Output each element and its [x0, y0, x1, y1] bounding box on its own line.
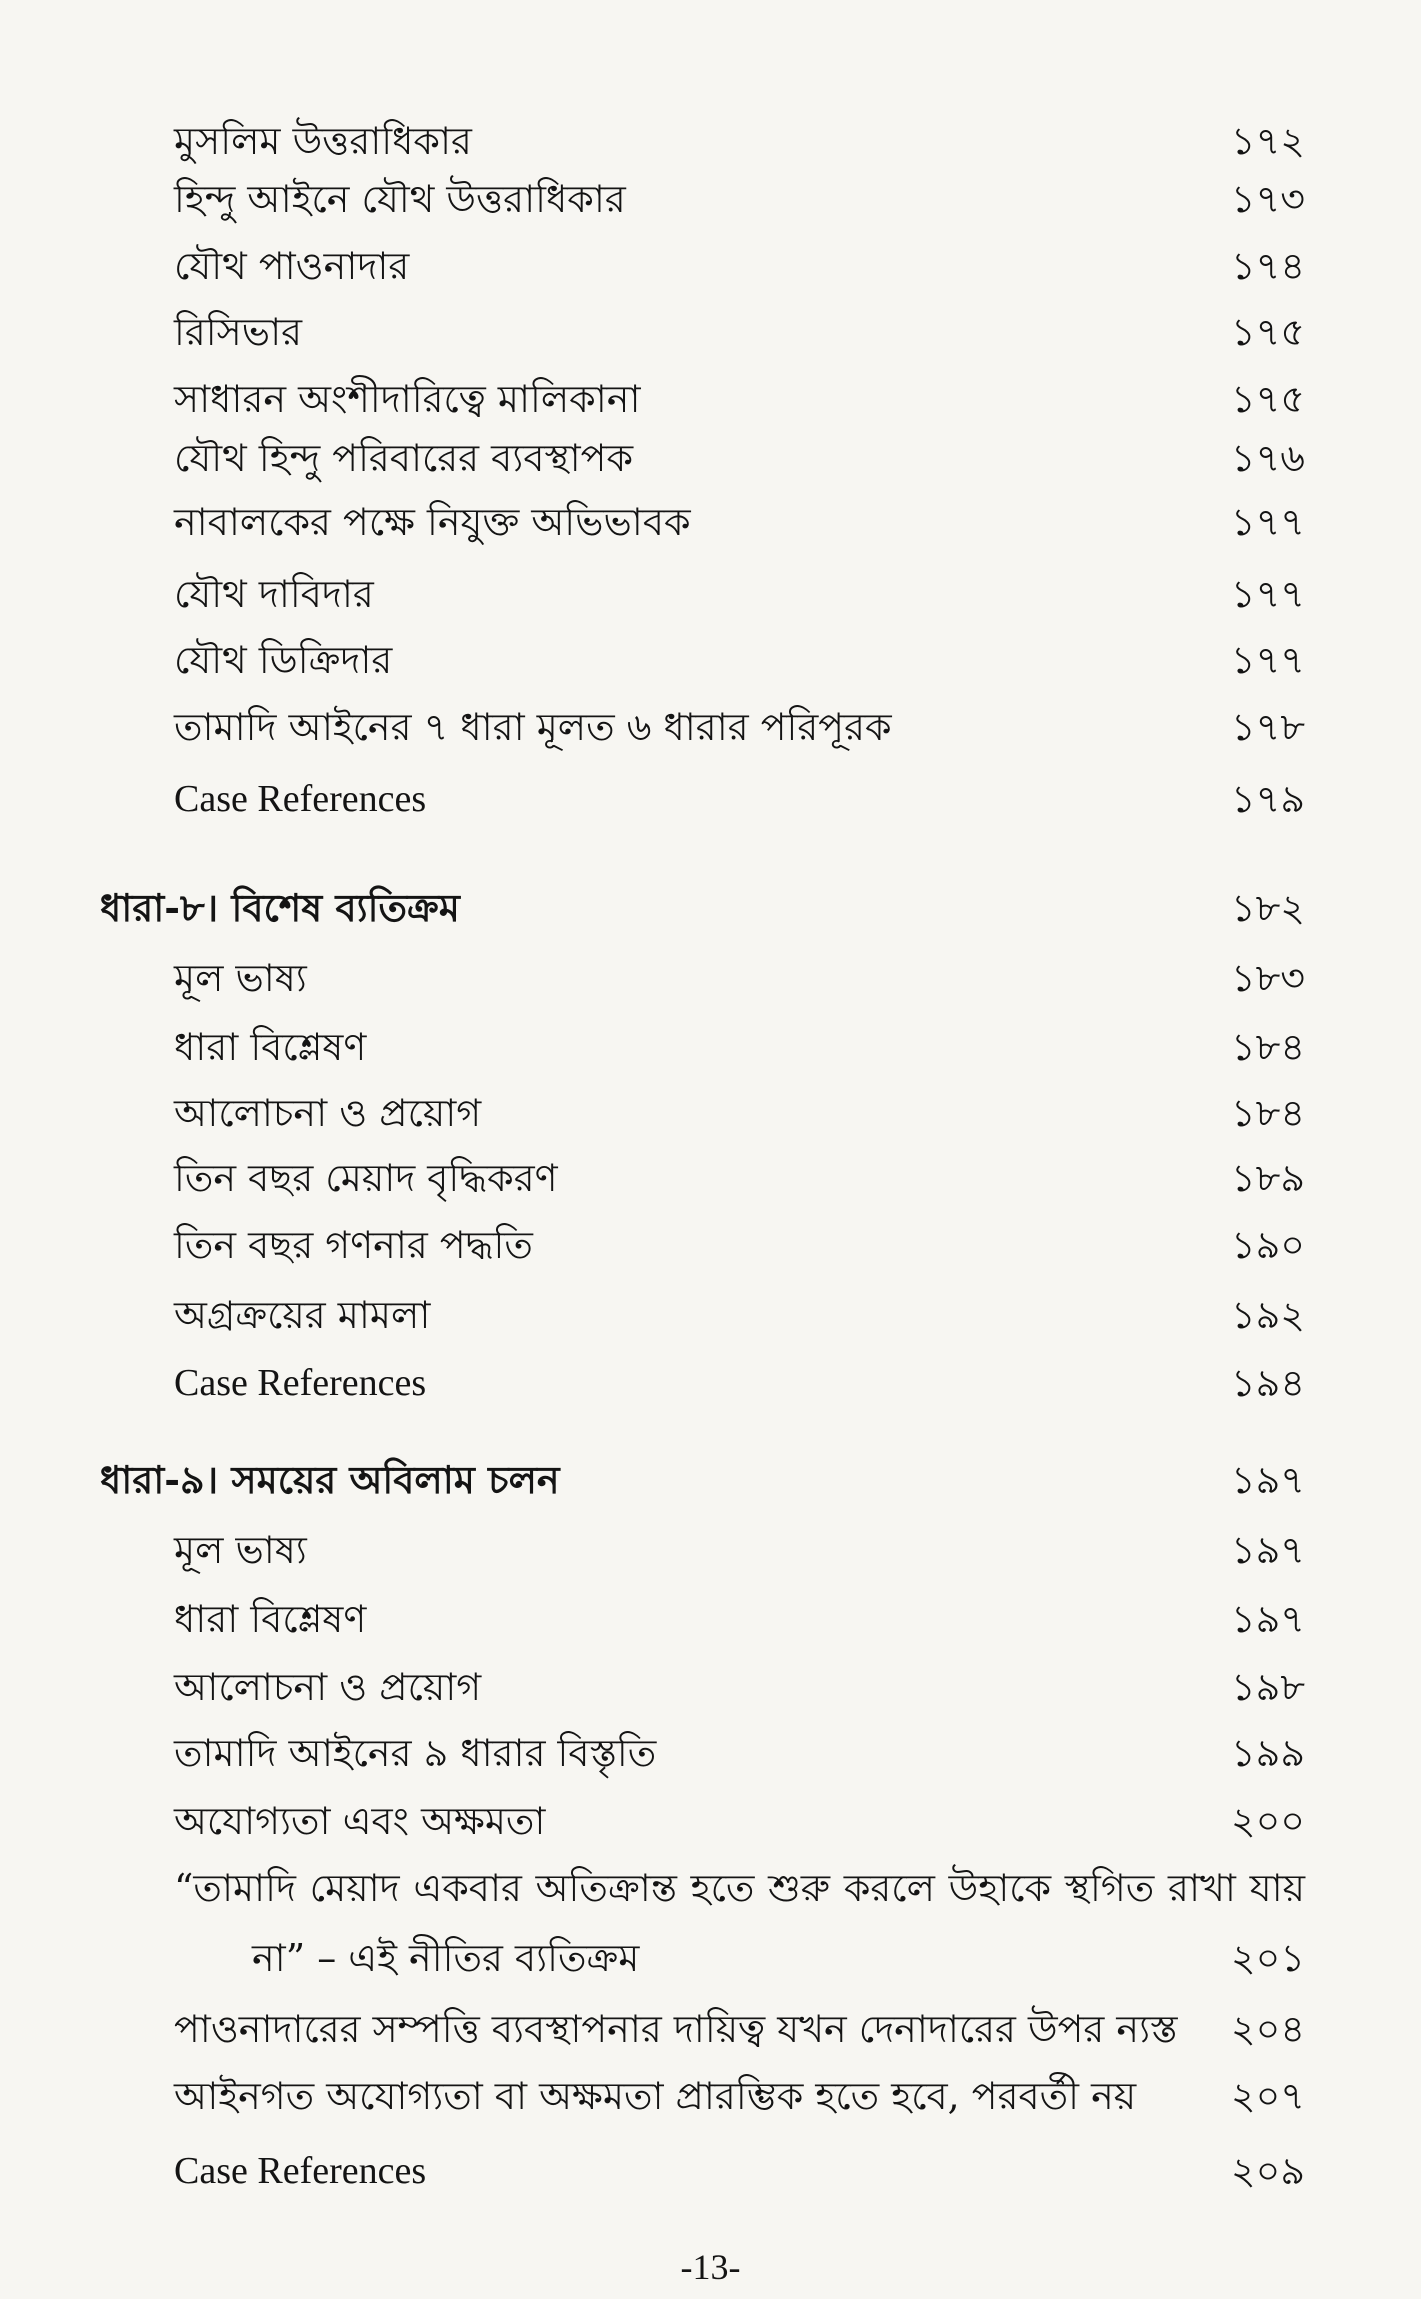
toc-entry-title: তিন বছর গণনার পদ্ধতি	[174, 1223, 533, 1267]
toc-entry-title: সাধারন অংশীদারিত্বে মালিকানা	[174, 377, 641, 421]
toc-entry-title: হিন্দু আইনে যৌথ উত্তরাধিকার	[174, 177, 626, 221]
toc-entry	[100, 563, 1305, 625]
toc-entry-title: মুসলিম উত্তরাধিকার	[174, 119, 472, 163]
toc-entry	[100, 1352, 1305, 1414]
toc-entry-page: ১৯৮	[1231, 1665, 1305, 1709]
toc-entry-title: তামাদি আইনের ৯ ধারার বিস্তৃতি	[174, 1731, 657, 1775]
toc-entry	[100, 235, 1305, 297]
toc-entry	[100, 1082, 1305, 1144]
toc-entry-page: ১৭৭	[1230, 500, 1305, 544]
toc-entry-page: ১৭৫	[1230, 310, 1305, 354]
toc-entry-title: তিন বছর মেয়াদ বৃদ্ধিকরণ	[174, 1156, 558, 1200]
toc-entry-page: ১৮২	[1230, 886, 1305, 930]
toc-entry	[100, 1519, 1305, 1581]
toc-entry	[100, 1214, 1305, 1276]
toc-entry-page: ১৮৪	[1231, 1025, 1305, 1069]
toc-section-heading	[100, 1449, 1305, 1511]
toc-entry-title: Case References	[174, 778, 427, 820]
toc-entry-title: অগ্রক্রয়ের মামলা	[174, 1293, 431, 1337]
toc-entry	[100, 1588, 1305, 1650]
toc-entry-title: ধারা বিশ্লেষণ	[174, 1025, 367, 1069]
toc-entry-continuation	[100, 1927, 1305, 1989]
toc-entry-page: ১৯৯	[1231, 1731, 1305, 1775]
toc-entry-page: ১৭৮	[1230, 705, 1305, 749]
toc-entry-page: ২০০	[1230, 1799, 1305, 1843]
toc-entry-title: না” – এই নীতির ব্যতিক্রম	[252, 1936, 640, 1980]
toc-entry-page: ২০১	[1230, 1936, 1305, 1980]
toc-entry-page: ১৮৯	[1231, 1156, 1305, 1200]
toc-entry-title: যৌথ ডিক্রিদার	[174, 638, 393, 682]
toc-entry-page: ১৭৩	[1230, 177, 1305, 221]
toc-entry-title: ধারা বিশ্লেষণ	[174, 1597, 367, 1641]
toc-entry-page: ১৭৪	[1230, 244, 1305, 288]
toc-entry	[100, 1998, 1305, 2060]
toc-section-heading	[100, 877, 1305, 939]
toc-entry	[100, 1016, 1305, 1078]
toc-entry-title: অযোগ্যতা এবং অক্ষমতা	[174, 1799, 546, 1843]
toc-entry-title: ধারা-৯। সময়ের অবিলাম চলন	[100, 1457, 560, 1502]
toc-entry-page: ১৮৪	[1231, 1091, 1305, 1135]
toc-entry-page: ১৯২	[1230, 1293, 1305, 1337]
toc-entry-page: ১৯৭	[1230, 1597, 1305, 1641]
toc-entry-title: “তামাদি মেয়াদ একবার অতিক্রান্ত হতে শুরু করলে উহাকে স্থগিত রাখা যায়	[174, 1866, 1305, 1910]
toc-entry-page: ১৯০	[1230, 1223, 1305, 1267]
toc-entry-page: ২০৯	[1230, 2149, 1305, 2193]
toc-entry-page: ১৯৭	[1230, 1458, 1305, 1502]
toc-entry	[100, 696, 1305, 758]
toc-entry-page: ১৭৭	[1230, 572, 1305, 616]
toc-entry	[100, 947, 1305, 1009]
toc-entry	[100, 2065, 1305, 2127]
toc-entry-title: রিসিভার	[174, 310, 302, 354]
toc-entry-title: মূল ভাষ্য	[174, 956, 307, 1000]
toc-entry-title: মূল ভাষ্য	[174, 1528, 307, 1572]
toc-entry-title: তামাদি আইনের ৭ ধারা মূলত ৬ ধারার পরিপূরক	[174, 705, 892, 749]
toc-entry-page: ১৭৯	[1230, 777, 1305, 821]
toc-entry-title: আলোচনা ও প্রয়োগ	[174, 1665, 482, 1709]
toc-entry	[100, 1284, 1305, 1346]
toc-entry-page: ১৭৭	[1230, 638, 1305, 682]
toc-entry-title: আইনগত অযোগ্যতা বা অক্ষমতা প্রারম্ভিক হতে হবে, পরবর্তী নয়	[174, 2074, 1137, 2118]
toc-entry	[100, 629, 1305, 691]
toc-entry-page: ১৭৬	[1230, 436, 1305, 480]
toc-entry-page: ১৭৫	[1230, 377, 1305, 421]
toc-entry	[100, 110, 1305, 172]
toc-entry-title: পাওনাদারের সম্পত্তি ব্যবস্থাপনার দায়িত্ব যখন দেনাদারের উপর ন্যস্ত	[174, 2007, 1178, 2051]
toc-entry	[100, 1857, 1305, 1919]
toc-entry	[100, 2140, 1305, 2202]
toc-entry	[100, 1790, 1305, 1852]
toc-entry-title: ধারা-৮। বিশেষ ব্যতিক্রম	[100, 885, 460, 930]
toc-entry-page: ১৯৪	[1231, 1361, 1305, 1405]
toc-entry	[100, 1722, 1305, 1784]
toc-entry-title: যৌথ হিন্দু পরিবারের ব্যবস্থাপক	[174, 436, 634, 480]
toc-entry	[100, 1656, 1305, 1718]
toc-entry-title: যৌথ দাবিদার	[174, 572, 374, 616]
toc-entry-page: ২০৭	[1230, 2074, 1305, 2118]
toc-entry-page: ১৭২	[1230, 119, 1305, 163]
toc-entry	[100, 368, 1305, 430]
toc-entry-title: Case References	[174, 1362, 427, 1404]
toc-entry	[100, 491, 1305, 553]
toc-entry	[100, 768, 1305, 830]
toc-entry-title: যৌথ পাওনাদার	[174, 244, 410, 288]
toc-entry-page: ১৮৩	[1230, 956, 1305, 1000]
toc-entry	[100, 1147, 1305, 1209]
toc-entry	[100, 168, 1305, 230]
page-number: -13-	[680, 2247, 741, 2287]
toc-entry-title: Case References	[174, 2150, 427, 2192]
toc-entry	[100, 301, 1305, 363]
toc-entry-page: ১৯৭	[1230, 1528, 1305, 1572]
toc-entry-title: আলোচনা ও প্রয়োগ	[174, 1091, 482, 1135]
toc-entry-title: নাবালকের পক্ষে নিযুক্ত অভিভাবক	[174, 500, 691, 544]
toc-entry-page: ২০৪	[1230, 2007, 1305, 2051]
toc-entry	[100, 427, 1305, 489]
